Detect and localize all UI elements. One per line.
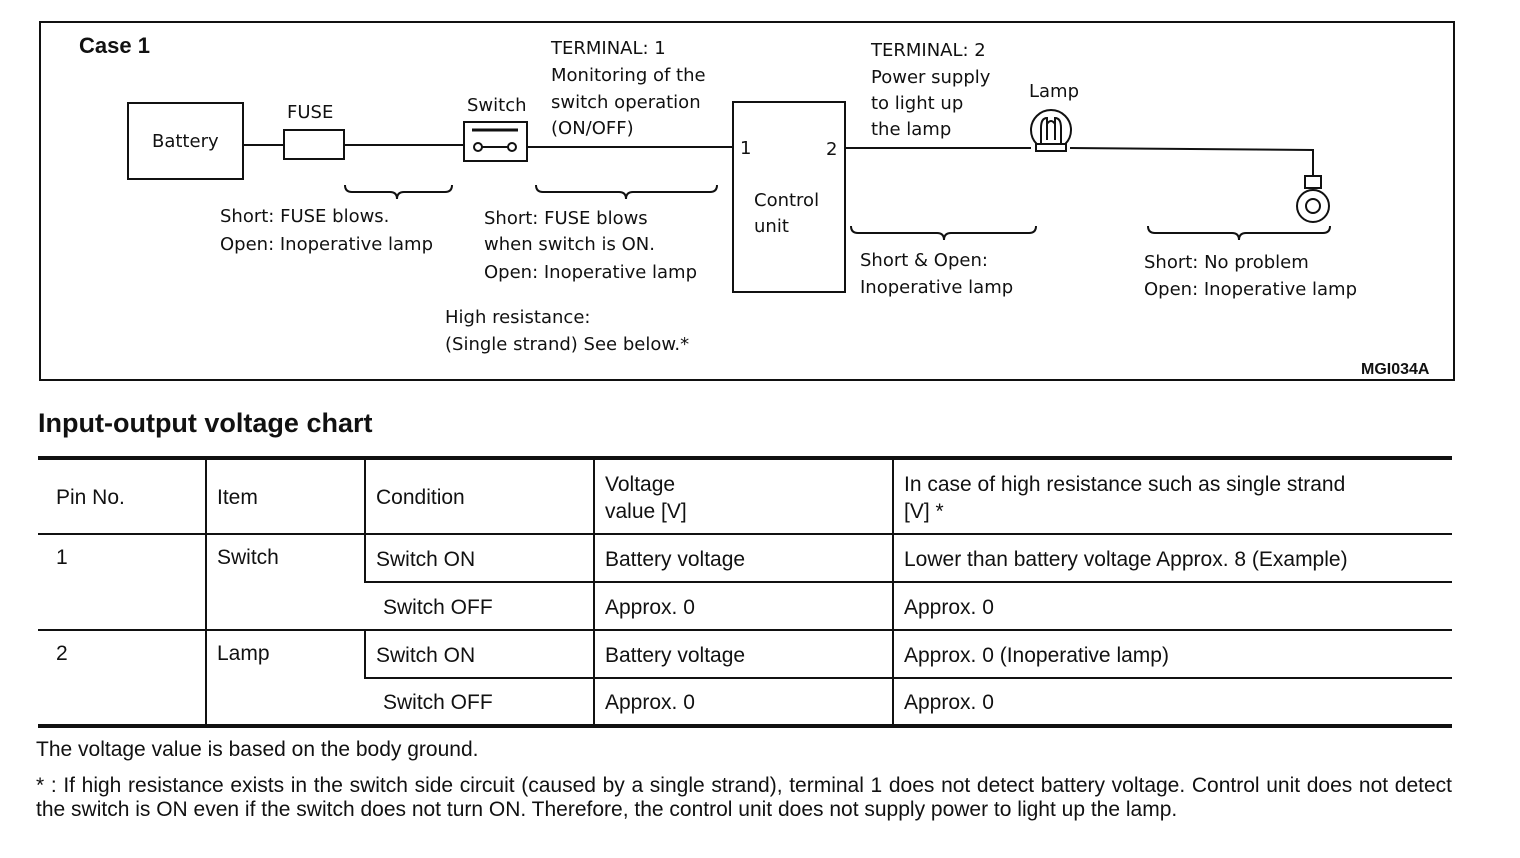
note-switch-open: Open: Inoperative lamp [484, 262, 698, 283]
cell-voltage: Battery voltage [594, 534, 893, 582]
cell-pin-1: 1 [38, 534, 206, 630]
cell-condition: Switch ON [365, 630, 594, 678]
lamp-label: Lamp [1029, 81, 1080, 102]
note-ground-short: Short: No problem [1144, 252, 1309, 273]
brace-fuse-wire [345, 185, 452, 199]
note-switch-when: when switch is ON. [484, 234, 655, 255]
battery-label: Battery [152, 131, 219, 152]
footnote-high-resistance: * : If high resistance exists in the switch side circuit (caused by a single strand), terminal 1 does not detect battery voltage. Control unit does not detect the switch is ON even if the switch does not turn ON. Therefore, the control unit does not supply power to light up the lamp. [36, 774, 1452, 821]
brace-pin2-wire [851, 226, 1036, 240]
terminal2-line3: to light up [871, 93, 964, 114]
header-item: Item [206, 458, 365, 534]
note-high-resistance: High resistance: [445, 307, 591, 328]
cell-high-resistance: Approx. 0 [893, 582, 1452, 630]
control-unit-pin2: 2 [826, 139, 838, 160]
note-fuse-open: Open: Inoperative lamp [220, 234, 434, 255]
table-header-row [38, 458, 1452, 534]
table-row [38, 630, 1452, 678]
cell-condition: Switch ON [365, 534, 594, 582]
note-switch-short: Short: FUSE blows [484, 208, 648, 229]
fuse-label: FUSE [287, 102, 334, 123]
wire-lamp-ground [1070, 148, 1313, 176]
fuse-symbol [284, 130, 344, 159]
chart-title: Input-output voltage chart [38, 408, 373, 438]
header-condition: Condition [365, 458, 594, 534]
note-ground-open: Open: Inoperative lamp [1144, 279, 1358, 300]
control-unit-label-line1: Control [754, 190, 820, 211]
switch-contact-left [474, 143, 482, 151]
cell-high-resistance: Lower than battery voltage Approx. 8 (Example) [893, 534, 1452, 582]
footnote-body-ground: The voltage value is based on the body ground. [36, 738, 479, 761]
control-unit-label-line2: unit [754, 216, 789, 237]
header-high-resistance: In case of high resistance such as single strand [V] * [893, 458, 1452, 534]
ground-stem [1305, 176, 1321, 188]
terminal2-line4: the lamp [871, 119, 952, 140]
table-row [38, 534, 1452, 582]
cell-high-resistance: Approx. 0 [893, 678, 1452, 726]
terminal1-line2: Monitoring of the [551, 65, 706, 86]
cell-voltage: Approx. 0 [594, 582, 893, 630]
voltage-table [38, 456, 1452, 728]
circuit-diagram [0, 0, 1520, 400]
terminal1-line3: switch operation [551, 92, 701, 113]
control-unit-pin1: 1 [740, 138, 752, 159]
cell-pin-2: 2 [38, 630, 206, 726]
header-voltage-value: Voltage value [V] [594, 458, 893, 534]
note-pin2-short-open: Short & Open: [860, 250, 988, 271]
brace-switch-wire [536, 185, 717, 199]
switch-symbol [464, 122, 527, 161]
cell-condition: Switch OFF [365, 582, 594, 630]
cell-high-resistance: Approx. 0 (Inoperative lamp) [893, 630, 1452, 678]
lamp-base [1036, 144, 1066, 151]
header-pin-no: Pin No. [56, 486, 125, 510]
terminal1-line4: (ON/OFF) [551, 118, 634, 139]
terminal2-line2: Power supply [871, 67, 991, 88]
terminal2-title: TERMINAL: 2 [871, 40, 986, 61]
figure-code: MGI034A [1361, 361, 1430, 378]
switch-contact-right [508, 143, 516, 151]
note-fuse-short: Short: FUSE blows. [220, 206, 390, 227]
diagram-frame [40, 22, 1454, 380]
note-pin2-inoperative: Inoperative lamp [860, 277, 1014, 298]
cell-item-switch: Switch [206, 534, 365, 630]
terminal1-title: TERMINAL: 1 [551, 38, 666, 59]
ground-icon [1297, 190, 1329, 222]
switch-label: Switch [467, 95, 527, 116]
cell-voltage: Approx. 0 [594, 678, 893, 726]
cell-condition: Switch OFF [365, 678, 594, 726]
cell-item-lamp: Lamp [206, 630, 365, 726]
note-single-strand: (Single strand) See below.* [445, 334, 690, 355]
cell-voltage: Battery voltage [594, 630, 893, 678]
case-label: Case 1 [79, 33, 150, 58]
brace-ground-wire [1148, 226, 1330, 240]
